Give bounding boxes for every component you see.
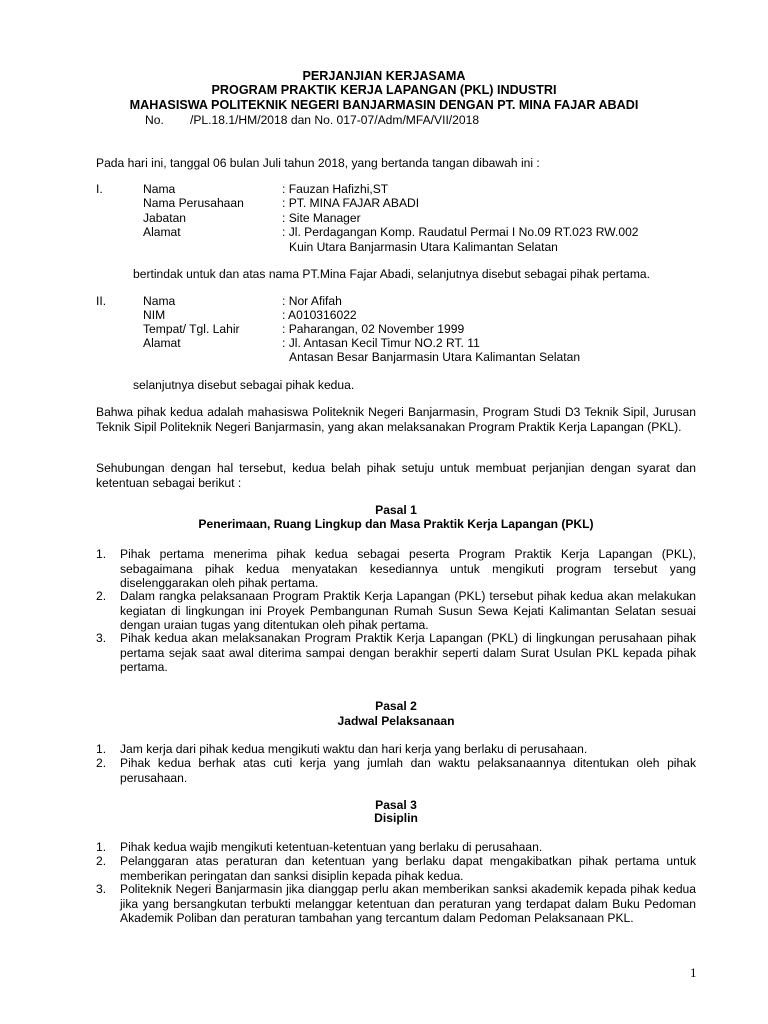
pasal1-item2-number: 2. — [96, 589, 107, 603]
party1-address-continued: Kuin Utara Banjarmasin Utara Kalimantan Selatan — [289, 240, 558, 254]
paragraph-bahwa: Bahwa pihak kedua adalah mahasiswa Politeknik Negeri Banjarmasin, Program Studi D3 Teknik Sipil, Jurusan Teknik Sipil Politeknik Negeri Banjarmasin, yang akan melaksanakan Program Praktik Kerja Lapangan (PKL). — [96, 405, 696, 434]
party1-label-jabatan: Jabatan — [143, 211, 187, 225]
party1-value-alamat: : Jl. Perdagangan Komp. Raudatul Permai I No.09 RT.023 RW.002 — [282, 225, 639, 239]
document-subtitle-parties: MAHASISWA POLITEKNIK NEGERI BANJARMASIN DENGAN PT. MINA FAJAR ABADI — [129, 98, 639, 112]
pasal3-item3-number: 3. — [96, 882, 107, 896]
party2-label-nim: NIM — [143, 308, 166, 322]
party2-label-nama: Nama — [143, 294, 176, 308]
page-number: 1 — [690, 965, 697, 980]
pasal2-title: Pasal 2 — [375, 699, 417, 713]
party1-value-nama: : Fauzan Hafizhi,ST — [282, 182, 389, 196]
document-title: PERJANJIAN KERJASAMA — [302, 69, 466, 83]
party1-value-jabatan: : Site Manager — [282, 211, 361, 225]
party1-label-nama: Nama — [143, 182, 176, 196]
paragraph-sehubungan: Sehubungan dengan hal tersebut, kedua belah pihak setuju untuk membuat perjanjian dengan syarat dan ketentuan sebagai berikut : — [96, 461, 696, 490]
party2-value-ttl: : Paharangan, 02 November 1999 — [282, 322, 465, 336]
pasal1-item2-text: Dalam rangka pelaksanaan Program Praktik Kerja Lapangan (PKL) tersebut pihak kedua akan melakukan kegiatan di lingkungan ini Proyek Pembangunan Rumah Susun Sewa Kejati Kalimantan Selatan sesuai dengan uraian tugas yang ditentukan oleh pihak pertama. — [120, 589, 696, 633]
party2-label-alamat: Alamat — [143, 336, 181, 350]
party1-roman: I. — [96, 182, 103, 196]
party2-value-alamat: : Jl. Antasan Kecil Timur NO.2 RT. 11 — [282, 336, 480, 350]
pasal1-item3-text: Pihak kedua akan melaksanakan Program Praktik Kerja Lapangan (PKL) di lingkungan perusahaan pihak pertama sejak saat awal diterima sampai dengan berakhir seperti dalam Surat Usulan PKL kepada pihak pertama. — [120, 631, 696, 675]
party2-address-continued: Antasan Besar Banjarmasin Utara Kalimantan Selatan — [289, 350, 581, 364]
pasal3-item3-text: Politeknik Negeri Banjarmasin jika dianggap perlu akan memberikan sanksi akademik kepada pihak kedua jika yang bersangkutan terbukti melanggar ketentuan dan peraturan yang terdapat dalam Buku Pedoman Akademik Poliban dan peraturan tambahan yang tercantum dalam Pedoman Pelaksanaan PKL. — [120, 882, 696, 926]
party2-roman: II. — [96, 294, 107, 308]
pasal1-item3-number: 3. — [96, 631, 107, 645]
pasal1-title: Pasal 1 — [375, 503, 417, 517]
intro-paragraph: Pada hari ini, tanggal 06 bulan Juli tahun 2018, yang bertanda tangan dibawah ini : — [96, 156, 540, 170]
pasal3-item2-text: Pelanggaran atas peraturan dan ketentuan yang berlaku dapat mengakibatkan pihak pertama untuk memberikan peringatan dan sanksi disiplin kepada pihak kedua. — [120, 854, 696, 883]
pasal3-item2-number: 2. — [96, 854, 107, 868]
document-number-value: /PL.18.1/HM/2018 dan No. 017-07/Adm/MFA/VII/2018 — [190, 113, 480, 127]
party1-label-perusahaan: Nama Perusahaan — [143, 196, 244, 210]
party2-closing: selanjutnya disebut sebagai pihak kedua. — [133, 378, 355, 392]
party1-label-alamat: Alamat — [143, 225, 181, 239]
pasal3-subtitle: Disiplin — [374, 811, 418, 825]
document-number-label: No. — [145, 113, 164, 127]
pasal2-item2-number: 2. — [96, 756, 107, 770]
pasal3-title: Pasal 3 — [375, 798, 417, 812]
party2-label-ttl: Tempat/ Tgl. Lahir — [143, 322, 240, 336]
pasal1-item1-text: Pihak pertama menerima pihak kedua sebagai peserta Program Praktik Kerja Lapangan (PKL), sebagaimana pihak kedua menyatakan kesediannya untuk mengikuti program tersebut yang diselenggarakan oleh pihak pertama. — [120, 547, 696, 591]
party2-value-nim: : A010316022 — [282, 308, 357, 322]
pasal3-item1-number: 1. — [96, 840, 107, 854]
pasal1-item1-number: 1. — [96, 547, 107, 561]
party2-value-nama: : Nor Afifah — [282, 294, 342, 308]
document-subtitle-program: PROGRAM PRAKTIK KERJA LAPANGAN (PKL) INDUSTRI — [211, 83, 557, 97]
pasal2-item2-text: Pihak kedua berhak atas cuti kerja yang jumlah dan waktu pelaksanaannya ditentukan oleh pihak perusahaan. — [120, 756, 696, 785]
pasal2-item1-number: 1. — [96, 742, 107, 756]
pasal2-subtitle: Jadwal Pelaksanaan — [337, 714, 455, 728]
pasal2-item1-text: Jam kerja dari pihak kedua mengikuti waktu dan hari kerja yang berlaku di perusahaan. — [120, 742, 588, 756]
party1-value-perusahaan: : PT. MINA FAJAR ABADI — [282, 196, 420, 210]
party1-closing: bertindak untuk dan atas nama PT.Mina Fajar Abadi, selanjutnya disebut sebagai pihak pertama. — [133, 267, 650, 281]
pasal3-item1-text: Pihak kedua wajib mengikuti ketentuan-ketentuan yang berlaku di perusahaan. — [120, 840, 543, 854]
pasal1-subtitle: Penerimaan, Ruang Lingkup dan Masa Praktik Kerja Lapangan (PKL) — [198, 517, 594, 531]
